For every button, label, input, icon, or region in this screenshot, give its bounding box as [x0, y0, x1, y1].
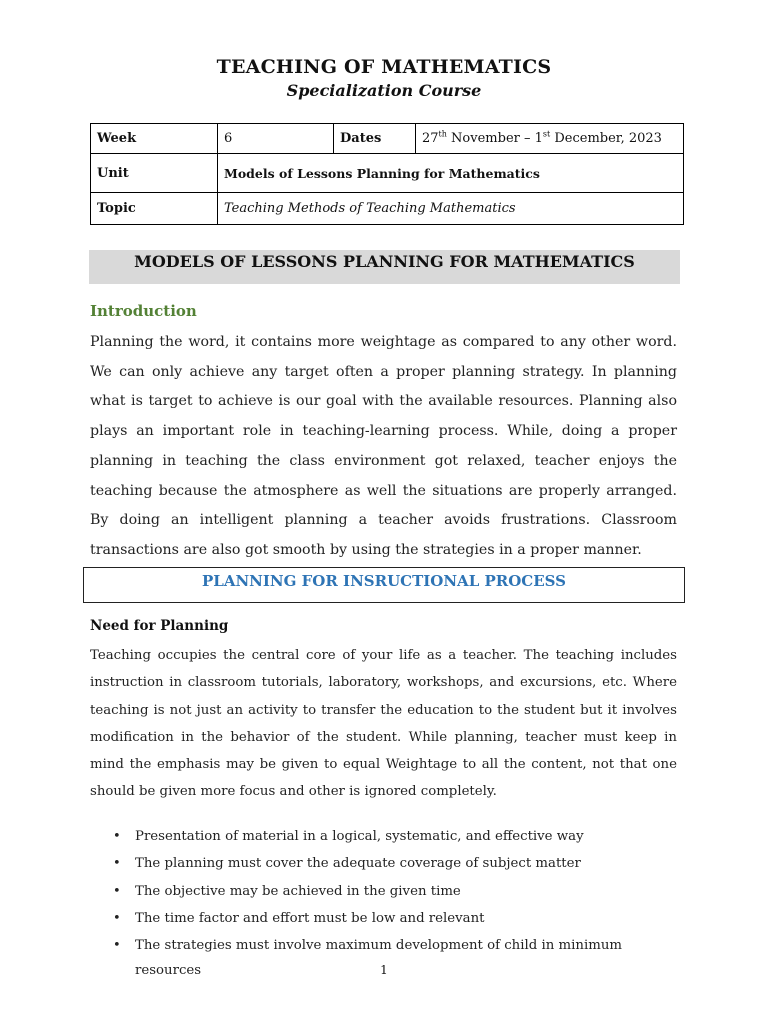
planning-bullet-list [90, 824, 690, 979]
list-item: • The time factor and effort must be low and relevant [90, 906, 690, 933]
week-label: Week [91, 124, 218, 154]
course-info-table [90, 123, 684, 225]
dates-value [416, 124, 684, 154]
need-for-planning-heading: Need for Planning [90, 618, 229, 634]
dates-start-suffix: th [438, 129, 447, 139]
unit-value: Models of Lessons Planning for Mathematics [218, 154, 684, 193]
dates-end-suffix: st [542, 129, 551, 139]
unit-label: Unit [91, 154, 218, 193]
topic-value: Teaching Methods of Teaching Mathematics [218, 193, 684, 225]
list-item: • The strategies must involve maximum development of child in minimum resources [90, 933, 690, 960]
table-row [91, 193, 684, 225]
page-subtitle: Specialization Course [286, 81, 482, 100]
need-for-planning-paragraph: Teaching occupies the central core of your life as a teacher. The teaching includes instruction in classroom tutorials, laboratory, workshops, and excursions, etc. Where teaching is not just an activity to transfer the education to the student but it involves modification in the behavior of the student. While planning, teacher must keep in mind the emphasis may be given to equal Weightage to all the content, not that one should be given more focus and other is ignored completely. [90, 648, 677, 800]
list-item: • The objective may be achieved in the given time [90, 879, 690, 906]
table-row [91, 154, 684, 193]
topic-label: Topic [91, 193, 218, 225]
dates-end-day: 1 [534, 131, 543, 146]
dates-label: Dates [334, 124, 416, 154]
list-item: • The planning must cover the adequate coverage of subject matter [90, 851, 690, 878]
dates-start-month: November – [446, 131, 535, 146]
table-row [91, 124, 684, 154]
dates-start-day: 27 [422, 131, 439, 146]
dates-end-rest: December, 2023 [550, 131, 662, 146]
week-value: 6 [218, 124, 334, 154]
introduction-heading: Introduction [90, 302, 197, 320]
list-item: • Presentation of material in a logical, systematic, and effective way [90, 824, 690, 851]
page-number: 1 [380, 963, 388, 977]
introduction-paragraph: Planning the word, it contains more weightage as compared to any other word. We can only achieve any target often a proper planning strategy. In planning what is target to achieve is our goal with the available resources. Planning also plays an important role in teaching-learning process. While, doing a proper planning in teaching the class environment got relaxed, teacher enjoys the teaching because the atmosphere as well the situations are properly arranged. By doing an intelligent planning a teacher avoids frustrations. Classroom transactions are also got smooth by using the strategies in a proper manner. [90, 334, 677, 558]
instructional-process-heading: PLANNING FOR INSRUCTIONAL PROCESS [83, 567, 685, 603]
page-title: TEACHING OF MATHEMATICS [216, 56, 552, 78]
section-banner: MODELS OF LESSONS PLANNING FOR MATHEMATICS [89, 250, 680, 284]
